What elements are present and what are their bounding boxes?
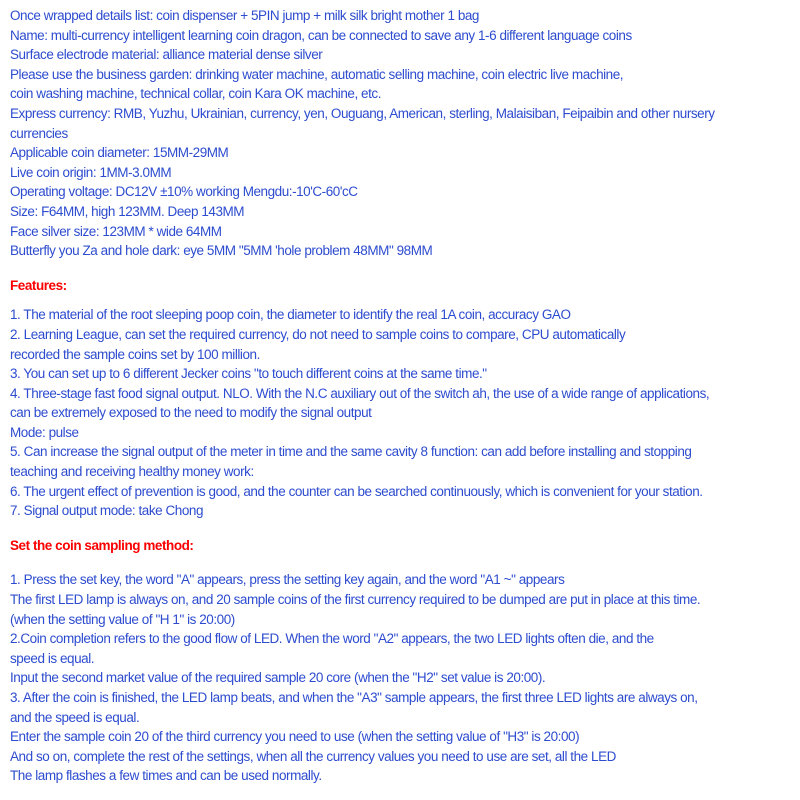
text-line: 2. Learning League, can set the required currency, do not need to sample coins to compare, CPU automatically: [10, 326, 626, 342]
text-line: and the speed is equal.: [10, 709, 140, 725]
text-line: Butterfly you Za and hole dark: eye 5MM "5MM 'hole problem 48MM" 98MM: [10, 243, 433, 259]
text-line: Enter the sample coin 20 of the third currency you need to use (when the setting value of "H3" is 20:00): [10, 729, 580, 745]
text-line: Live coin origin: 1MM-3.0MM: [10, 164, 172, 180]
features-section: [10, 305, 794, 521]
text-line: 5. Can increase the signal output of the meter in time and the same cavity 8 function: can add before installing and stopping: [10, 444, 692, 460]
text-line: currencies: [10, 125, 68, 141]
text-line: 7. Signal output mode: take Chong: [10, 503, 204, 519]
text-line: Express currency: RMB, Yuzhu, Ukrainian, currency, yen, Ouguang, American, sterling, Malaisiban, Feipaibin and other nursery: [10, 105, 715, 121]
sampling-method-heading: Set the coin sampling method:: [10, 537, 194, 553]
text-line: (when the setting value of "H 1" is 20:00): [10, 611, 235, 627]
text-line: 2.Coin completion refers to the good flow of LED. When the word "A2" appears, the two LED lights often die, and the: [10, 631, 654, 647]
text-line: Size: F64MM, high 123MM. Deep 143MM: [10, 203, 245, 219]
text-line: The lamp flashes a few times and can be used normally.: [10, 768, 322, 784]
text-line: Operating voltage: DC12V ±10% working Mengdu:-10'C-60'cC: [10, 184, 358, 200]
text-line: Applicable coin diameter: 15MM-29MM: [10, 145, 229, 161]
text-line: Mode: pulse: [10, 424, 79, 440]
text-line: coin washing machine, technical collar, coin Kara OK machine, etc.: [10, 86, 382, 102]
text-line: can be extremely exposed to the need to modify the signal output: [10, 405, 372, 421]
text-line: Input the second market value of the required sample 20 core (when the "H2" set value is 20:00).: [10, 670, 546, 686]
text-line: 1. The material of the root sleeping poop coin, the diameter to identify the real 1A coin, accuracy GAO: [10, 307, 571, 323]
text-line: 4. Three-stage fast food signal output. NLO. With the N.C auxiliary out of the switch ah, the use of a wide range of applications,: [10, 385, 710, 401]
product-specs-section: [10, 6, 794, 261]
text-line: 3. You can set up to 6 different Jecker coins "to touch different coins at the same time.": [10, 366, 487, 382]
text-line: 3. After the coin is finished, the LED lamp beats, and when the "A3" sample appears, the first three LED lights are always on,: [10, 690, 698, 705]
text-line: 1. Press the set key, the word "A" appears, press the setting key again, and the word "A1 ~" appears: [10, 572, 565, 588]
text-line: Name: multi-currency intelligent learning coin dragon, can be connected to save any 1-6 different language coins: [10, 27, 632, 43]
text-line: Surface electrode material: alliance material dense silver: [10, 47, 323, 63]
text-line: recorded the sample coins set by 100 million.: [10, 346, 260, 362]
features-heading: Features:: [10, 277, 67, 293]
text-line: 6. The urgent effect of prevention is good, and the counter can be searched continuously, which is convenient for your station.: [10, 483, 703, 499]
text-line: Face silver size: 123MM * wide 64MM: [10, 223, 222, 239]
text-line: speed is equal.: [10, 650, 95, 666]
text-line: Once wrapped details list: coin dispenser + 5PIN jump + milk silk bright mother 1 bag: [10, 8, 479, 23]
text-line: And so on, complete the rest of the settings, when all the currency values you need to use are set, all the LED: [10, 748, 616, 764]
text-line: The first LED lamp is always on, and 20 sample coins of the first currency required to be dumped are put in place at this time.: [10, 592, 701, 608]
text-line: Please use the business garden: drinking water machine, automatic selling machine, coin electric live machine,: [10, 66, 624, 82]
sampling-steps-section: [10, 570, 794, 786]
text-line: teaching and receiving healthy money work:: [10, 464, 254, 480]
